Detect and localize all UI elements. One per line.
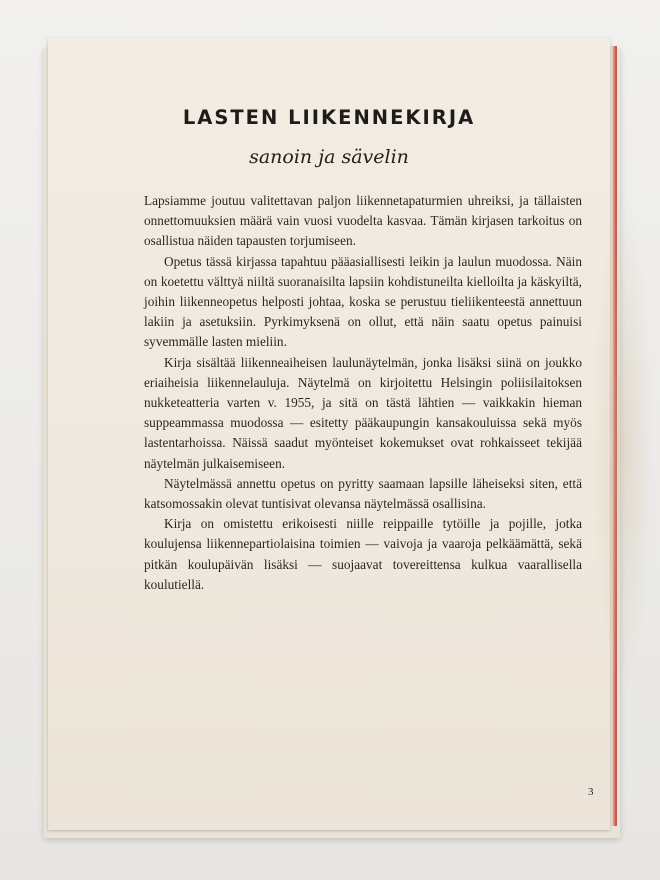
page-number: 3 — [588, 786, 594, 798]
page-subtitle: sanoin ja sävelin — [249, 146, 409, 168]
booklet-page — [48, 38, 610, 830]
paragraph-2: Opetus tässä kirjassa tapahtuu pääasiallisesti leikin ja laulun muodossa. Näin on koetettu välttyä niiltä suoranaisilta lapsiin kohdistuneilta kielloilta ja käskyiltä, joihin liikenneopetus helposti johtaa, koska se perustuu tieliikenteestä annettuun lakiin ja asetuksiin. Pyrkimyksenä on ollut, että näin saatu opetus painuisi syvemmälle lasten mieliin. — [144, 253, 582, 350]
paragraph-1: Lapsiamme joutuu valitettavan paljon liikennetapaturmien uhreiksi, ja tällaisten onnettomuuksien määrä vain vuosi vuodelta kasvaa. Tämän kirjasen tarkoitus on osallistua näiden tapausten torjumiseen. — [144, 193, 582, 249]
paragraph-4: Näytelmässä annettu opetus on pyritty saamaan lapsille läheiseksi siten, että katsomossakin olevat tuntisivat olevansa näytelmässä osallisina. — [144, 475, 582, 512]
body-text — [144, 191, 582, 595]
page-title: LASTEN LIIKENNEKIRJA — [182, 106, 476, 129]
paragraph-3: Kirja sisältää liikenneaiheisen laulunäytelmän, jonka lisäksi siinä on joukko eriaiheisia liikennelauluja. Näytelmä on kirjoitettu Helsingin poliisilaitoksen nukketeatteria varten v. 1955, ja sitä on tästä lähtien — vaikkakin hieman suppeammassa muodossa — esitetty pääkaupungin kansakouluissa sekä myös lastentarhoissa. Näissä saadut myönteiset kokemukset ovat rohkaisseet tekijää näytelmän julkaisemiseen. — [144, 354, 582, 471]
paragraph-5: Kirja on omistettu erikoisesti niille reippaille tytöille ja pojille, jotka koulujensa liikennepartiolaisina toimien — vaivoja ja vaaroja pelkäämättä, sekä pitkän koulupäivän lisäksi — suojaavat tovereittensa kulkua vaarallisella koulutiellä. — [144, 516, 582, 592]
